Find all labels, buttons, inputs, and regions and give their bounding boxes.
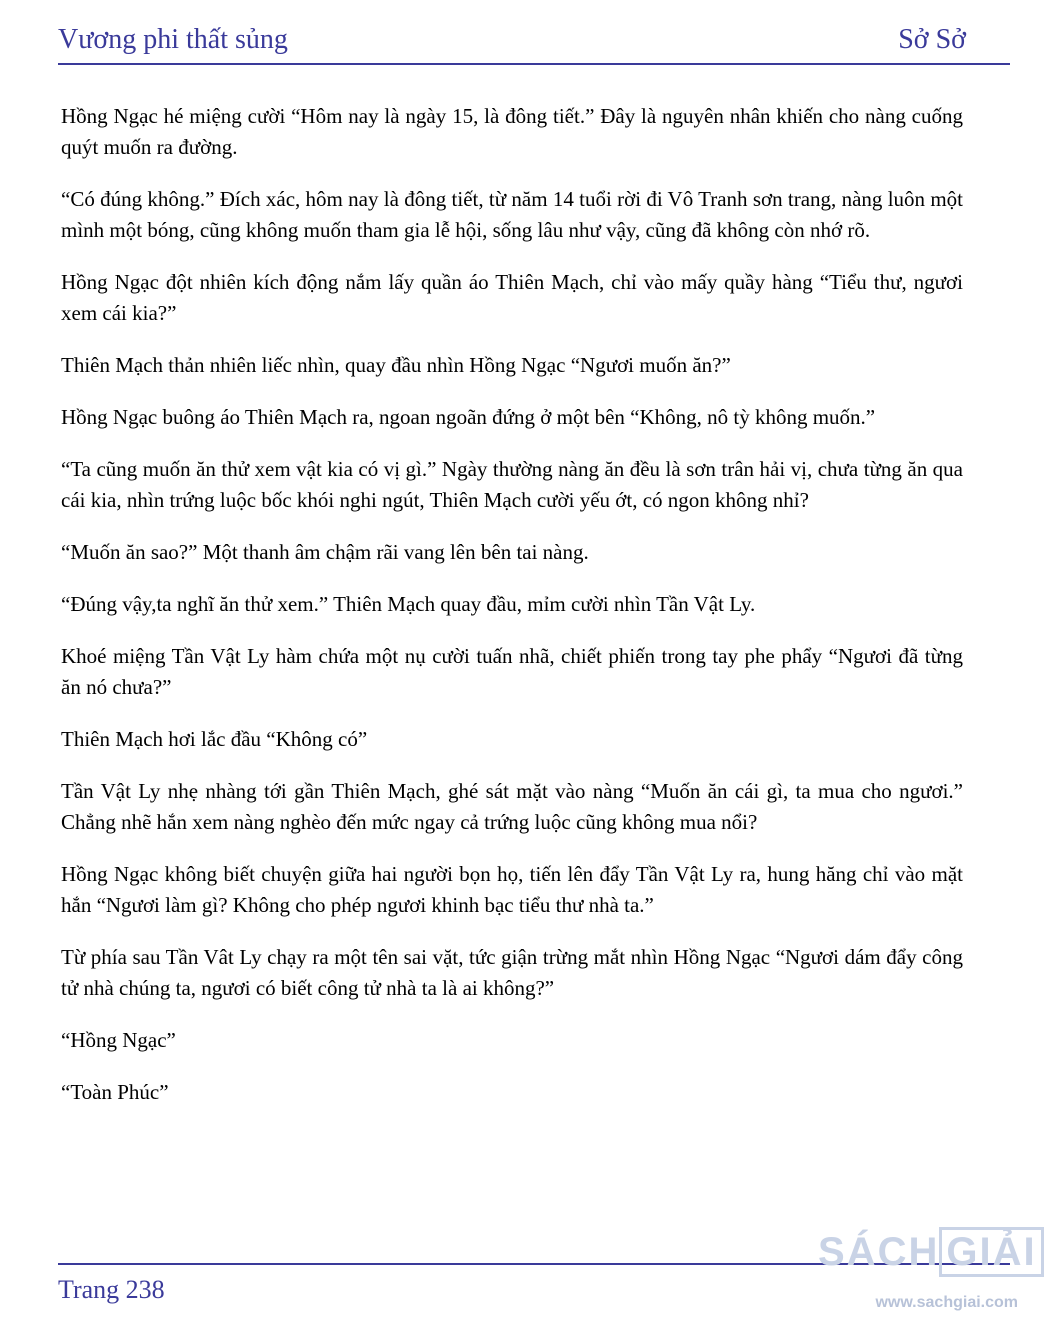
paragraph: Hồng Ngạc đột nhiên kích động nắm lấy quần áo Thiên Mạch, chỉ vào mấy quầy hàng “Tiểu thư, ngươi xem cái kia?”: [61, 270, 963, 325]
paragraph: “Ta cũng muốn ăn thử xem vật kia có vị gì.” Ngày thường nàng ăn đều là sơn trân hải vị, chưa từng ăn qua cái kia, nhìn trứng luộc bốc khói nghi ngút, Thiên Mạch cười yếu ớt, có ngon không nhỉ?: [61, 457, 963, 512]
watermark-url: www.sachgiai.com: [875, 1294, 1018, 1311]
page-number: Trang 238: [58, 1275, 165, 1304]
paragraph: “Hồng Ngạc”: [61, 1028, 176, 1052]
paragraph: Hồng Ngạc hé miệng cười “Hôm nay là ngày 15, là đông tiết.” Đây là nguyên nhân khiến cho nàng cuống quýt muốn ra đường.: [61, 104, 963, 159]
page-header: [58, 24, 966, 64]
paragraph: Từ phía sau Tần Vât Ly chạy ra một tên sai vặt, tức giận trừng mắt nhìn Hồng Ngạc “Ngươi dám đẩy công tử nhà chúng ta, ngươi có biết công tử nhà ta là ai không?”: [61, 945, 963, 1000]
paragraph: Thiên Mạch hơi lắc đầu “Không có”: [61, 727, 368, 751]
page-body: [61, 101, 963, 1129]
paragraph: “Muốn ăn sao?” Một thanh âm chậm rãi vang lên bên tai nàng.: [61, 540, 589, 564]
watermark-brand-right: GIẢI: [939, 1227, 1043, 1277]
watermark-logo: [818, 1230, 1037, 1320]
paragraph: “Toàn Phúc”: [61, 1080, 169, 1104]
watermark-brand: [818, 1230, 1037, 1274]
author-name: Sở Sở: [898, 24, 966, 55]
paragraph: “Có đúng không.” Đích xác, hôm nay là đông tiết, từ năm 14 tuổi rời đi Vô Tranh sơn trang, nàng luôn một mình một bóng, cũng không muốn tham gia lễ hội, sống lâu như vậy, cũng đã không còn nhớ rõ.: [61, 187, 963, 242]
header-divider: [58, 63, 1010, 65]
paragraph: Hồng Ngạc buông áo Thiên Mạch ra, ngoan ngoãn đứng ở một bên “Không, nô tỳ không muốn.”: [61, 405, 876, 429]
watermark-brand-left: SÁCH: [818, 1230, 940, 1274]
paragraph: Hồng Ngạc không biết chuyện giữa hai người bọn họ, tiến lên đẩy Tần Vật Ly ra, hung hăng chỉ vào mặt hắn “Ngươi làm gì? Không cho phép ngươi khinh bạc tiểu thư nhà ta.”: [61, 862, 963, 917]
paragraph: Tần Vật Ly nhẹ nhàng tới gần Thiên Mạch, ghé sát mặt vào nàng “Muốn ăn cái gì, ta mua cho ngươi.” Chẳng nhẽ hắn xem nàng nghèo đến mức ngay cả trứng luộc cũng không mua nổi?: [61, 779, 963, 834]
book-title: Vương phi thất sủng: [58, 24, 288, 55]
paragraph: Thiên Mạch thản nhiên liếc nhìn, quay đầu nhìn Hồng Ngạc “Ngươi muốn ăn?”: [61, 353, 731, 377]
paragraph: “Đúng vậy,ta nghĩ ăn thử xem.” Thiên Mạch quay đầu, mỉm cười nhìn Tần Vật Ly.: [61, 592, 756, 616]
paragraph: Khoé miệng Tần Vật Ly hàm chứa một nụ cười tuấn nhã, chiết phiến trong tay phe phẩy “Ngươi đã từng ăn nó chưa?”: [61, 644, 963, 699]
